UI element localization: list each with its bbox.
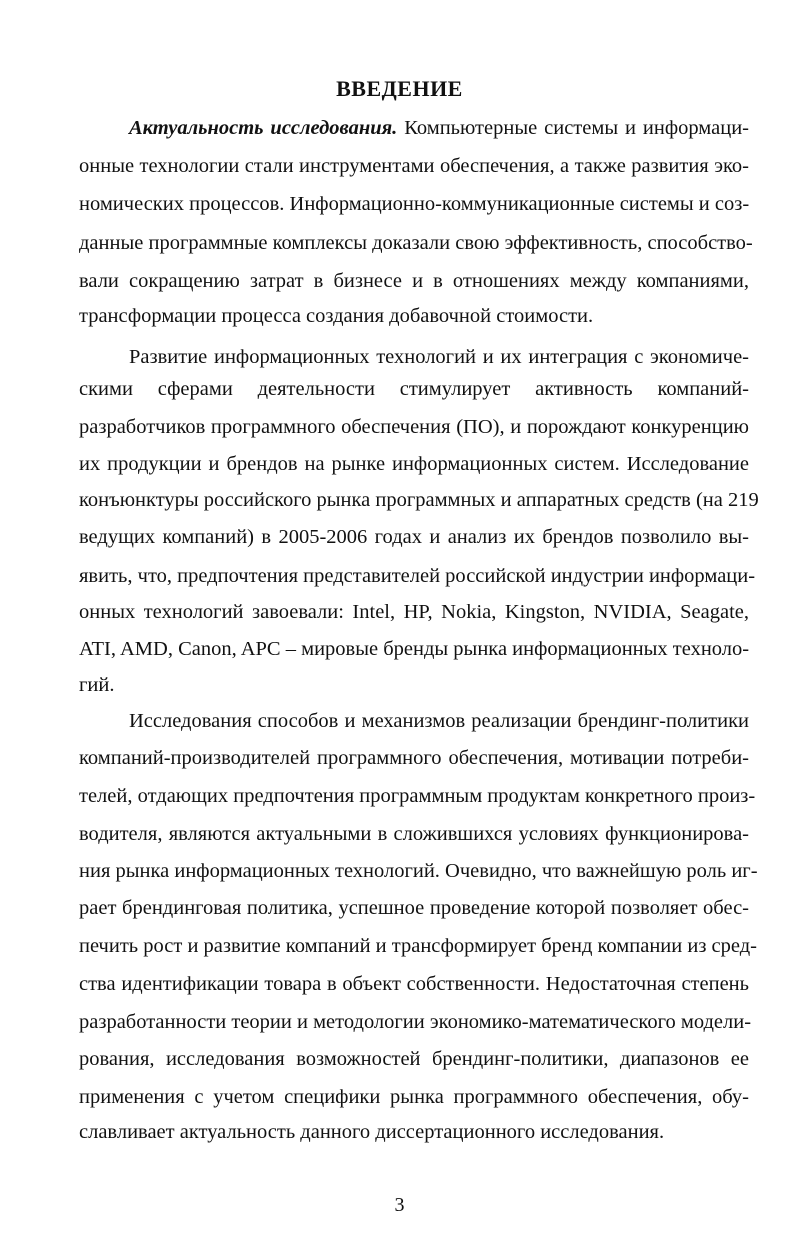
paragraph-line: Развитие информационных технологий и их интеграция с экономиче- xyxy=(129,346,749,368)
paragraph-line: ATI, AMD, Canon, APC – мировые бренды рынка информационных техноло- xyxy=(79,638,750,660)
paragraph-line: их продукции и брендов на рынке информационных систем. Исследование xyxy=(79,453,749,475)
paragraph-line: ведущих компаний) в 2005-2006 годах и анализ их брендов позволило вы- xyxy=(79,526,749,548)
paragraph-line: трансформации процесса создания добавочной стоимости. xyxy=(79,305,594,327)
paragraph-line: гий. xyxy=(79,674,115,696)
paragraph-line: водителя, являются актуальными в сложившихся условиях функционирова- xyxy=(79,823,749,845)
paragraph-line: вали сокращению затрат в бизнесе и в отношениях между компаниями, xyxy=(79,270,749,292)
paragraph-line: разработанности теории и методологии экономико-математического модели- xyxy=(79,1011,752,1033)
paragraph-line: рает брендинговая политика, успешное проведение которой позволяет обес- xyxy=(79,897,749,919)
paragraph-line: скими сферами деятельности стимулирует активность компаний- xyxy=(79,378,749,400)
paragraph-line: разработчиков программного обеспечения (ПО), и порождают конкуренцию xyxy=(79,416,749,438)
paragraph-line xyxy=(129,112,749,144)
paragraph-line: телей, отдающих предпочтения программным продуктам конкретного произ- xyxy=(79,785,756,807)
paragraph-line: онные технологии стали инструментами обеспечения, а также развития эко- xyxy=(79,155,749,177)
paragraph-text: Компьютерные системы и информаци- xyxy=(397,117,750,139)
paragraph-line: явить, что, предпочтения представителей российской индустрии информаци- xyxy=(79,565,756,587)
paragraph-lead: Актуальность исследования. xyxy=(129,117,398,139)
section-heading: ВВЕДЕНИЕ xyxy=(336,76,463,101)
paragraph-line: ства идентификации товара в объект собственности. Недостаточная степень xyxy=(79,973,749,995)
paragraph-line: конъюнктуры российского рынка программных и аппаратных средств (на 219 xyxy=(79,489,759,511)
paragraph-line: ния рынка информационных технологий. Очевидно, что важнейшую роль иг- xyxy=(79,860,758,882)
paragraph-line: применения с учетом специфики рынка программного обеспечения, обу- xyxy=(79,1086,749,1108)
paragraph-line: данные программные комплексы доказали свою эффективность, способство- xyxy=(79,232,753,254)
paragraph-line: онных технологий завоевали: Intel, HP, Nokia, Kingston, NVIDIA, Seagate, xyxy=(79,601,749,623)
paragraph-line: славливает актуальность данного диссертационного исследования. xyxy=(79,1121,665,1143)
page-number: 3 xyxy=(394,1194,405,1216)
paragraph-line: Исследования способов и механизмов реализации брендинг-политики xyxy=(129,710,749,732)
paragraph-line: рования, исследования возможностей брендинг-политики, диапазонов ее xyxy=(79,1048,749,1070)
paragraph-line: компаний-производителей программного обеспечения, мотивации потреби- xyxy=(79,747,749,769)
paragraph-line: печить рост и развитие компаний и трансформирует бренд компании из сред- xyxy=(79,935,757,957)
paragraph-line: номических процессов. Информационно-коммуникационные системы и соз- xyxy=(79,193,750,215)
